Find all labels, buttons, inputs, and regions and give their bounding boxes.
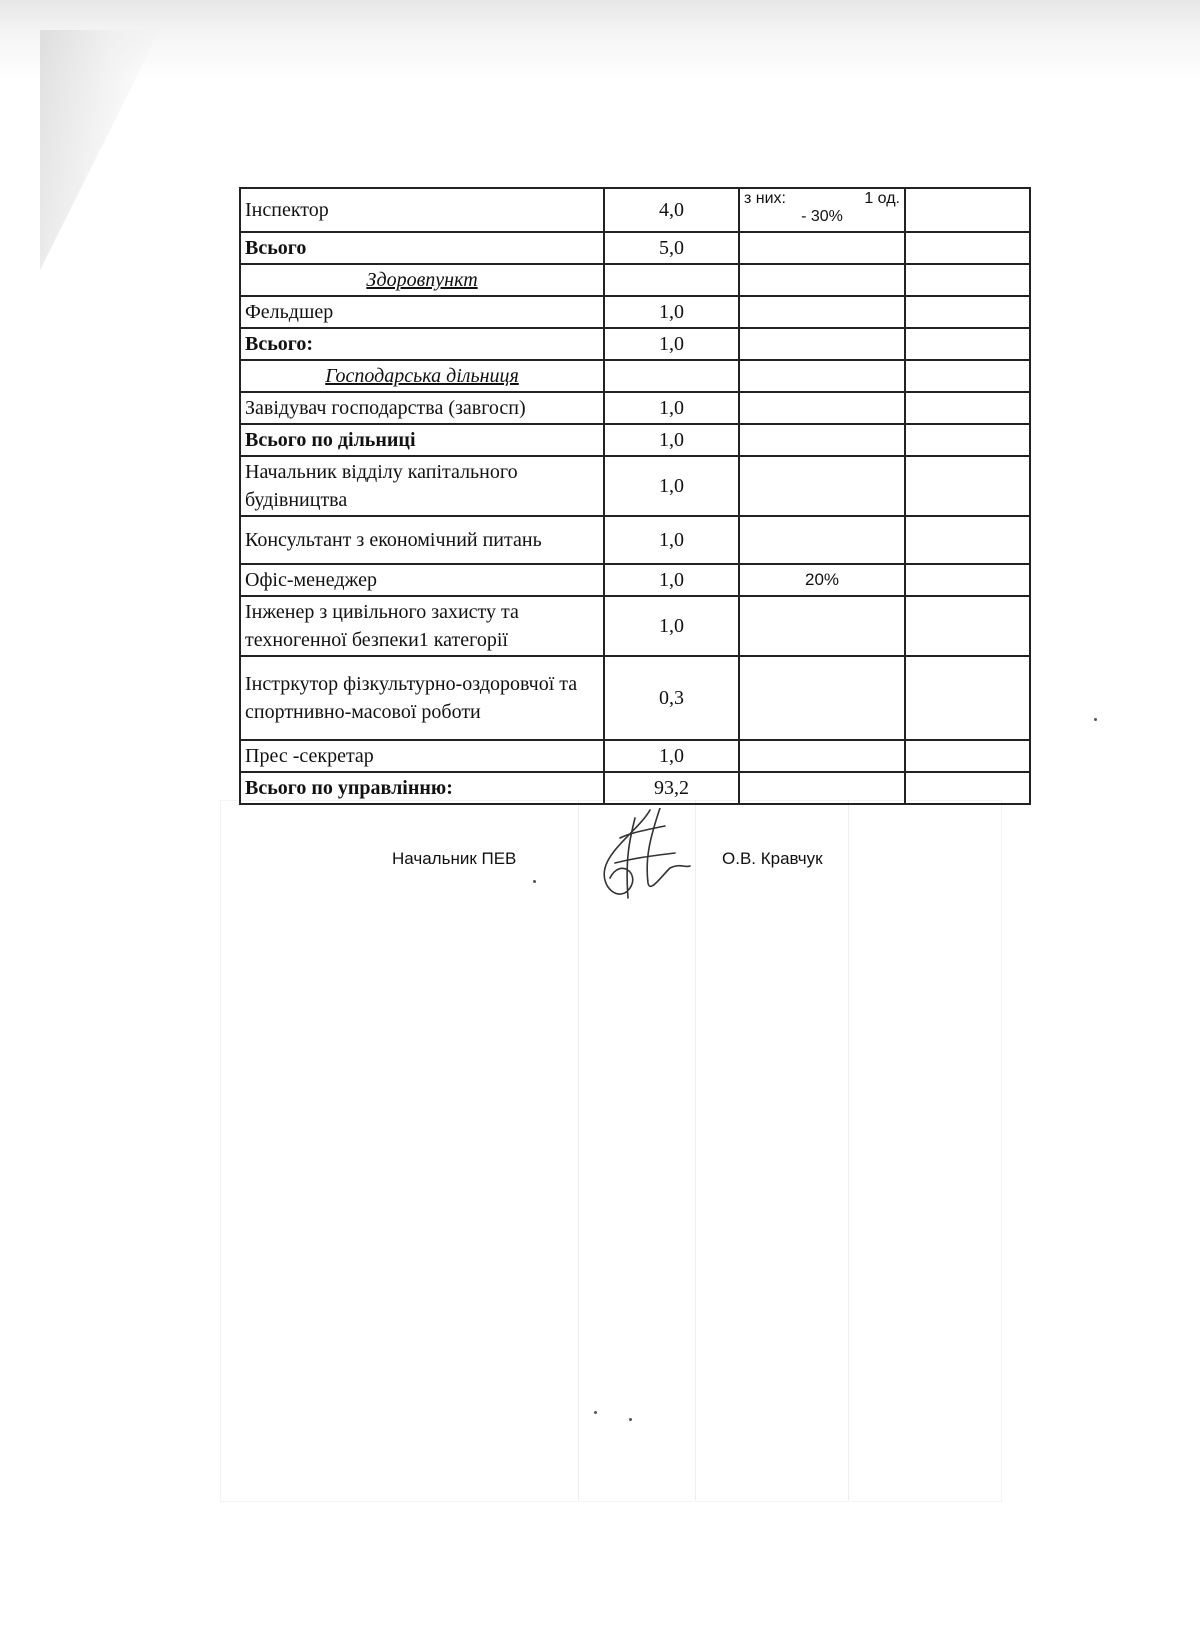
section-heading — [240, 264, 604, 296]
note-cell — [739, 596, 905, 656]
table-row-total-1 — [240, 232, 1030, 264]
staff-units: 1,0 — [604, 296, 739, 328]
staff-units: 1,0 — [604, 740, 739, 772]
position-name: Фельдшер — [240, 296, 604, 328]
staff-units: 4,0 — [604, 188, 739, 232]
scan-top-shadow — [0, 0, 1200, 80]
note-cell — [739, 392, 905, 424]
section-heading — [240, 360, 604, 392]
position-name: Інстркутор фізкультурно-оздоровчої та спортнивно-масової роботи — [240, 656, 604, 740]
section-heading-text: Здоровпункт — [366, 269, 478, 291]
staff-units: 1,0 — [604, 424, 739, 456]
table-row-section-household — [240, 360, 1030, 392]
staff-units: 1,0 — [604, 456, 739, 516]
table-row-sports-instructor — [240, 656, 1030, 740]
staff-units: 1,0 — [604, 392, 739, 424]
staff-table — [239, 187, 1031, 805]
empty-cell — [905, 596, 1030, 656]
empty-cell — [905, 392, 1030, 424]
table-row-construction-head — [240, 456, 1030, 516]
staff-units — [604, 360, 739, 392]
table-row-office-manager — [240, 564, 1030, 596]
scan-speck — [594, 1411, 597, 1414]
note-cell — [739, 656, 905, 740]
folded-corner — [40, 30, 160, 270]
position-name: Інспектор — [240, 188, 604, 232]
empty-cell — [905, 740, 1030, 772]
signatory-position: Начальник ПЕВ — [392, 849, 517, 868]
empty-cell — [905, 232, 1030, 264]
handwritten-signature — [590, 808, 700, 913]
note-cell — [739, 516, 905, 564]
position-name: Офіс-менеджер — [240, 564, 604, 596]
bleed-through-line — [578, 800, 579, 1500]
empty-cell — [905, 328, 1030, 360]
note-cell — [739, 424, 905, 456]
staff-units: 0,3 — [604, 656, 739, 740]
note-cell — [739, 232, 905, 264]
position-name: Всього — [240, 232, 604, 264]
staff-units: 1,0 — [604, 596, 739, 656]
bleed-through-line — [848, 800, 849, 1500]
position-name: Начальник відділу капітального будівництва — [240, 456, 604, 516]
empty-cell — [905, 656, 1030, 740]
position-name: Прес -секретар — [240, 740, 604, 772]
note-percent: - 30% — [801, 208, 843, 225]
scan-speck — [629, 1418, 632, 1421]
position-name: Завідувач господарства (завгосп) — [240, 392, 604, 424]
note-cell — [739, 772, 905, 804]
empty-cell — [905, 424, 1030, 456]
position-name: Всього: — [240, 328, 604, 360]
note-unit-count: 1 од. — [864, 190, 900, 207]
table-row-inspector — [240, 188, 1030, 232]
empty-cell — [905, 516, 1030, 564]
staff-units: 1,0 — [604, 328, 739, 360]
section-heading-text: Господарська дільниця — [325, 365, 519, 387]
table-row-paramedic — [240, 296, 1030, 328]
note-cell — [739, 296, 905, 328]
staff-units: 5,0 — [604, 232, 739, 264]
table-row-total-site — [240, 424, 1030, 456]
position-name: Всього по дільниці — [240, 424, 604, 456]
table-row-section-health — [240, 264, 1030, 296]
empty-cell — [905, 188, 1030, 232]
staff-units: 1,0 — [604, 564, 739, 596]
note-cell — [739, 264, 905, 296]
staff-units: 1,0 — [604, 516, 739, 564]
staff-units: 93,2 — [604, 772, 739, 804]
scan-speck — [533, 880, 536, 883]
note-cell — [739, 188, 905, 232]
note-cell — [739, 740, 905, 772]
table-row-grand-total — [240, 772, 1030, 804]
note-cell — [739, 456, 905, 516]
scan-speck — [1094, 718, 1097, 721]
note-from-them: з них: — [744, 190, 786, 207]
position-name: Всього по управлінню: — [240, 772, 604, 804]
table-row-civil-defense-engineer — [240, 596, 1030, 656]
empty-cell — [905, 360, 1030, 392]
staff-units — [604, 264, 739, 296]
empty-cell — [905, 264, 1030, 296]
note-cell — [739, 360, 905, 392]
empty-cell — [905, 772, 1030, 804]
table-row-economic-consultant — [240, 516, 1030, 564]
note-cell — [739, 328, 905, 360]
table-row-total-2 — [240, 328, 1030, 360]
position-name: Інженер з цивільного захисту та техногенної безпеки1 категорії — [240, 596, 604, 656]
table-row-supply-manager — [240, 392, 1030, 424]
position-name: Консультант з економічний питань — [240, 516, 604, 564]
note-cell: 20% — [739, 564, 905, 596]
table-row-press-secretary — [240, 740, 1030, 772]
empty-cell — [905, 564, 1030, 596]
empty-cell — [905, 296, 1030, 328]
empty-cell — [905, 456, 1030, 516]
signatory-name: О.В. Кравчук — [722, 849, 823, 868]
